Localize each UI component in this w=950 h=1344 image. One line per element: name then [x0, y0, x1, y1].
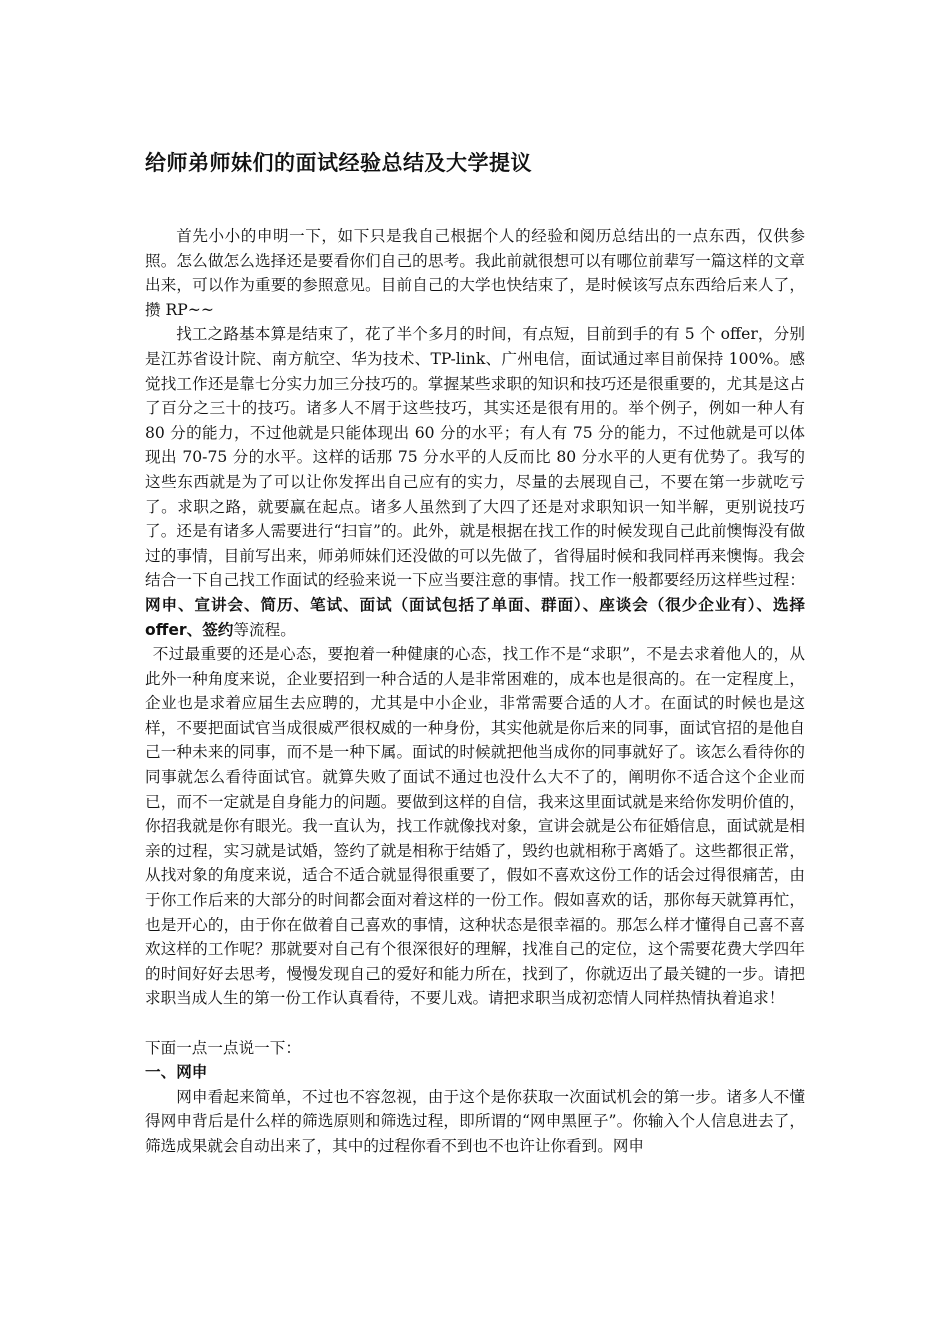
document-body: [145, 224, 805, 1159]
document-title: 给师弟师妹们的面试经验总结及大学提议: [145, 151, 532, 175]
paragraph-job-search-text: 找工之路基本算是结束了，花了半个多月的时间，有点短，目前到手的有 5 个 offer，分别是江苏省设计院、南方航空、华为技术、TP-link、广州电信，面试通过率目前保持 100%。感觉找工作还是靠七分实力加三分技巧的。掌握某些求职的知识和技巧还是很重要的，尤其是这占了百分之三十的技巧。诸多人不屑于这些技巧，其实还是很有用的。举个例子，例如一种人有 80 分的能力，不过他就是只能体现出 60 分的水平；有人有 75 分的能力，不过他就是可以体现出 70-75 分的水平。这样的话那 75 分水平的人反而比 80 分水平的人更有优势了。我写的这些东西就是为了可以让你发挥出自己应有的实力，尽量的去展现自己，不要在第一步就吃亏了。求职之路，就要赢在起点。诸多人虽然到了大四了还是对求职知识一知半解，更别说技巧了。还是有诸多人需要进行“扫盲”的。此外，就是根据在找工作的时候发现自己此前懊悔没有做过的事情，目前写出来，师弟师妹们还没做的可以先做了，省得届时候和我同样再来懊悔。我会结合一下自己找工作面试的经验来说一下应当要注意的事情。找工作一般都要经历这样些过程：: [145, 325, 805, 590]
paragraph-mindset: 不过最重要的还是心态，要抱着一种健康的心态，找工作不是“求职”，不是去求着他人的，从此外一种角度来说，企业要招到一种合适的人是非常困难的，成本也是很高的。在一定程度上，企业也是求着应届生去应聘的，尤其是中小企业，非常需要合适的人才。在面试的时候也是这样，不要把面试官当成很威严很权威的一种身份，其实他就是你后来的同事，面试官招的是他自己一种未来的同事，而不是一种下属。面试的时候就把他当成你的同事就好了。该怎么看待你的同事就怎么看待面试官。就算失败了面试不通过也没什么大不了的，阐明你不适合这个企业而已，而不一定就是自身能力的问题。要做到这样的自信，我来这里面试就是来给你发明价值的，你招我就是你有眼光。我一直认为，找工作就像找对象，宣讲会就是公布征婚信息，面试就是相亲的过程，实习就是试婚，签约了就是相称于结婚了，毁约也就相称于离婚了。这些都很正常，从找对象的角度来说，适合不适合就显得很重要了，假如不喜欢这份工作的话会过得很痛苦，由于你工作后来的大部分的时间都会面对着这样的一份工作。假如喜欢的话，那你每天就算再忙，也是开心的，由于你在做着自己喜欢的事情，这种状态是很幸福的。那怎么样才懂得自己喜不喜欢这样的工作呢？那就要对自己有个很深很好的理解，找准自己的定位，这个需要花费大学四年的时间好好去思考，慢慢发现自己的爱好和能力所在，找到了，你就迈出了最关键的一步。请把求职当成人生的第一份工作认真看待，不要儿戏。请把求职当成初恋情人同样热情执着追求！: [145, 645, 805, 1008]
paragraph-transition: 下面一点一点说一下：: [145, 1038, 301, 1057]
paragraph-job-search-end: 等流程。: [233, 620, 296, 639]
section-heading-online-application: 一、网申: [145, 1063, 208, 1082]
paragraph-spacer: [145, 1011, 805, 1036]
paragraph-intro: 首先小小的申明一下，如下只是我自己根据个人的经验和阅历总结出的一点东西，仅供参照。怎么做怎么选择还是要看你们自己的思考。我此前就很想可以有哪位前辈写一篇这样的文章出来，可以作为重要的参照意见。目前自己的大学也快结束了，是时候该写点东西给后来人了，攒 RP~~: [145, 227, 805, 319]
process-steps-emphasis: 网申、宣讲会、简历、笔试、面试（面试包括了单面、群面）、座谈会（很少企业有）、选择 offer、签约: [145, 595, 805, 639]
paragraph-online-application: 网申看起来简单，不过也不容忽视，由于这个是你获取一次面试机会的第一步。诸多人不懂得网申背后是什么样的筛选原则和筛选过程，即所谓的“网申黑匣子”。你输入个人信息进去了，筛选成果就会自动出来了，其中的过程你看不到也不也许让你看到。网申: [145, 1087, 805, 1155]
paragraph-job-search: [145, 322, 805, 642]
